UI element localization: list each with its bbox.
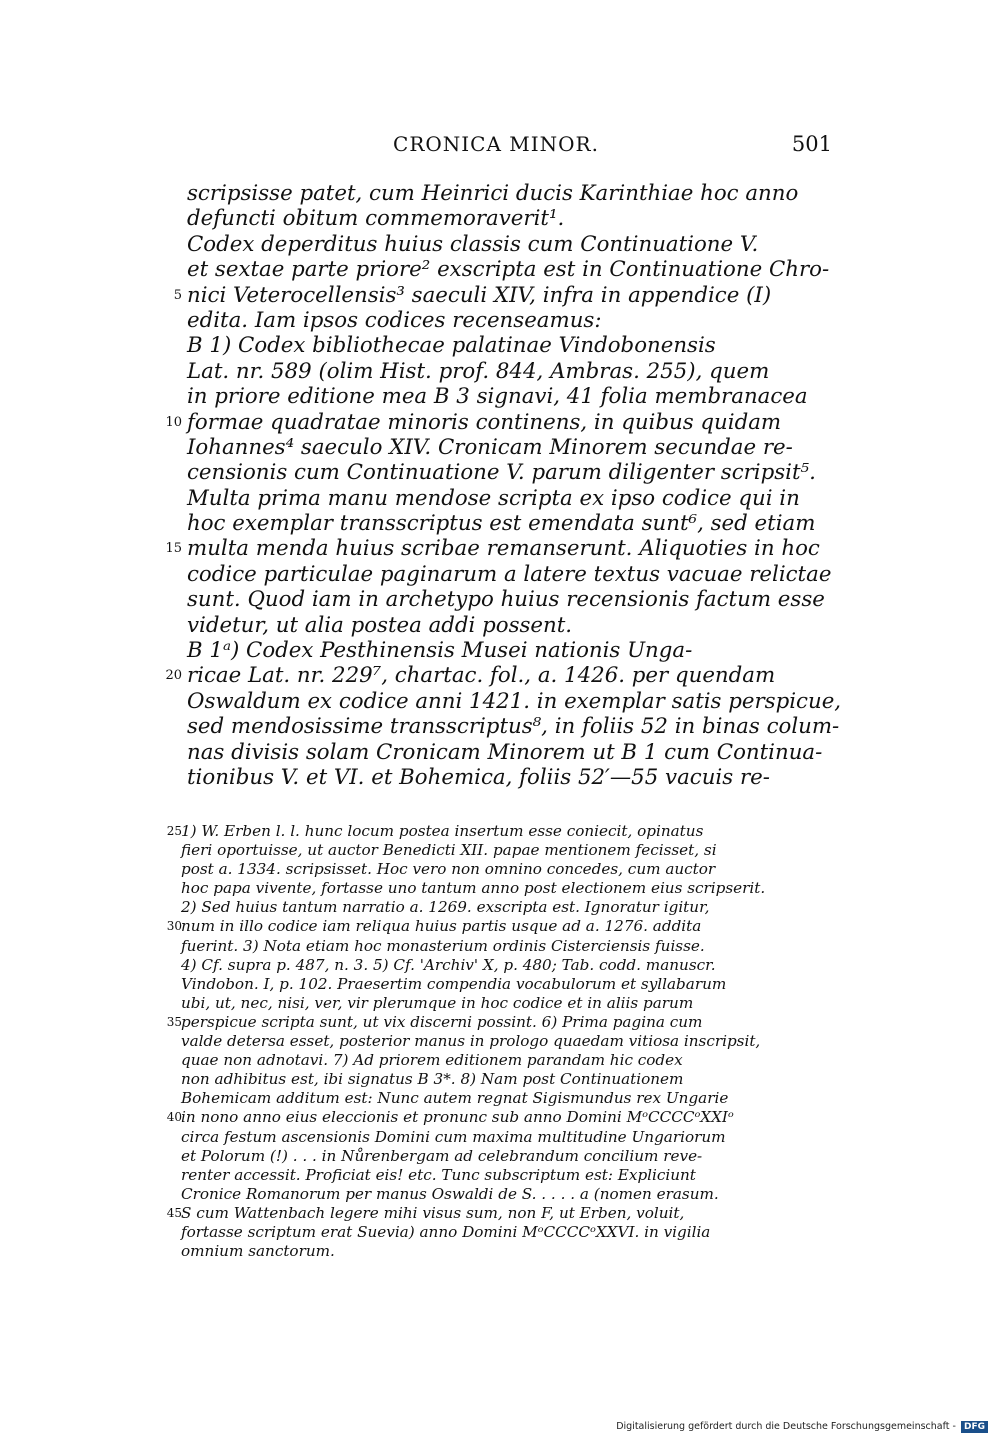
footnote-line: [181, 975, 831, 994]
footnote-line: [181, 841, 831, 860]
footnote-line: [181, 1051, 831, 1070]
text-line: [187, 460, 833, 485]
line-text: Codex deperditus huius classis cum Continuatione V.: [187, 231, 759, 257]
line-number: 15: [165, 541, 182, 557]
line-text: Iohannes⁴ saeculo XIV. Cronicam Minorem secundae re-: [187, 434, 793, 460]
line-text: et sextae parte priore² exscripta est in Continuatione Chro-: [187, 257, 830, 283]
line-number: 10: [165, 414, 182, 430]
text-line: [187, 740, 833, 765]
line-number: 35: [166, 1014, 182, 1029]
page-number: 501: [791, 132, 832, 156]
text-line: [187, 257, 833, 282]
line-text: num in illo codice iam reliqua huius partis usque ad a. 1276. addita: [181, 917, 702, 936]
footnote-line: [181, 860, 831, 879]
footnote-line: [166, 1012, 831, 1032]
line-number: 40: [166, 1110, 182, 1125]
footnote-line: [181, 1032, 831, 1051]
footnote-line: [181, 898, 831, 917]
line-text: fuerint. 3) Nota etiam hoc monasterium ordinis Cisterciensis fuisse.: [181, 936, 705, 955]
text-line: [165, 409, 833, 435]
line-text: valde detersa esset, posterior manus in prologo quaedam vitiosa inscripsit,: [181, 1032, 761, 1051]
text-line: [187, 232, 833, 257]
line-text: circa festum ascensionis Domini cum maxima multitudine Ungariorum: [181, 1127, 726, 1146]
line-number: 45: [166, 1205, 182, 1220]
line-text: hoc papa vivente, fortasse uno tantum anno post electionem eius scripserit.: [181, 879, 766, 898]
line-text: in nono anno eius eleccionis et pronunc sub anno Domini MᵒCCCCᵒXXIᵒ: [181, 1108, 734, 1127]
line-text: Bohemicam additum est: Nunc autem regnat Sigismundus rex Ungarie: [181, 1089, 729, 1108]
line-text: et Polorum (!) . . . in Nůrenbergam ad celebrandum concilium reve-: [181, 1146, 703, 1165]
text-line: [187, 486, 833, 511]
line-number: 20: [165, 668, 182, 684]
text-line: [187, 308, 833, 333]
line-text: sunt. Quod iam in archetypo huius recensionis factum esse: [187, 587, 825, 613]
line-text: censionis cum Continuatione V. parum diligenter scripsit⁵.: [187, 460, 816, 486]
text-line: [187, 688, 842, 714]
footnote-line: [181, 879, 831, 898]
text-line: [187, 511, 833, 536]
line-text: 2) Sed huius tantum narratio a. 1269. exscripta est. Ignoratur igitur,: [181, 898, 710, 917]
line-text: Cronice Romanorum per manus Oswaldi de S. . . . . a (nomen erasum.: [181, 1184, 719, 1203]
line-text: fortasse scriptum erat Suevia) anno Domini MᵒCCCCᵒXXVI. in vigilia: [181, 1222, 711, 1241]
dfg-credit-text: Digitalisierung gefördert durch die Deutsche Forschungsgemeinschaft -: [616, 1421, 956, 1432]
footnote-line: [166, 1203, 831, 1223]
text-line: [187, 384, 833, 409]
line-text: nici Veterocellensis³ saeculi XIV, infra in appendice (I): [187, 282, 772, 308]
line-number: 30: [166, 919, 182, 934]
line-text: 1) W. Erben l. l. hunc locum postea insertum esse coniecit, opinatus: [181, 822, 704, 840]
line-text: codice particulae paginarum a latere textus vacuae relictae: [187, 561, 832, 587]
footnote-line: [181, 994, 831, 1013]
text-line: [187, 435, 833, 460]
footnote-line: [181, 1166, 831, 1185]
line-text: in priore editione mea B 3 signavi, 41 folia membranacea: [187, 384, 808, 410]
line-text: renter accessit. Proficiat eis! etc. Tunc subscriptum est: Expliciunt: [181, 1165, 696, 1184]
line-text: ricae Lat. nr. 229⁷, chartac. fol., a. 1426. per quendam: [187, 663, 776, 689]
line-text: B 1ᵃ) Codex Pesthinensis Musei nationis Unga-: [187, 638, 693, 664]
footnote-line: [181, 1089, 831, 1108]
line-text: omnium sanctorum.: [181, 1242, 335, 1261]
line-text: defuncti obitum commemoraverit¹.: [187, 206, 565, 232]
line-text: Multa prima manu mendose scripta ex ipso codice qui in: [187, 485, 800, 511]
text-line: [187, 562, 833, 587]
line-text: multa menda huius scribae remanserunt. Aliquoties in hoc: [187, 536, 820, 562]
line-text: edita. Iam ipsos codices recenseamus:: [187, 307, 602, 333]
text-line: [187, 206, 833, 231]
footnote-line: [181, 1147, 831, 1166]
running-title: CRONICA MINOR.: [393, 132, 599, 156]
text-line: [187, 333, 833, 358]
text-line: [173, 282, 833, 308]
footnote-line: [166, 917, 831, 936]
text-line: [165, 536, 833, 562]
line-text: B 1) Codex bibliothecae palatinae Vindobonensis: [187, 333, 716, 359]
footnote-line: [166, 822, 831, 841]
text-line: [187, 714, 840, 740]
line-text: videtur, ut alia postea addi possent.: [187, 612, 573, 638]
text-line: [187, 613, 833, 638]
line-text: 4) Cf. supra p. 487, n. 3. 5) Cf. 'Archiv' X, p. 480; Tab. codd. manuscr.: [181, 955, 716, 974]
page-header: [160, 130, 832, 158]
footnote-line: [166, 1108, 831, 1127]
text-line: [187, 638, 833, 663]
footnote-line: [181, 937, 831, 956]
text-line: [187, 359, 833, 384]
footnote-line: [181, 956, 831, 975]
line-text: non adhibitus est, ibi signatus B 3*. 8) Nam post Continuationem: [181, 1070, 684, 1089]
footnote-line: [181, 1185, 831, 1204]
line-text: ubi, ut, nec, nisi, ver, vir plerumque in hoc codice et in aliis parum: [181, 993, 694, 1012]
line-text: post a. 1334. scripsisset. Hoc vero non omnino concedes, cum auctor: [181, 860, 716, 879]
main-text: [165, 181, 842, 790]
line-text: hoc exemplar transscriptus est emendata sunt⁶, sed etiam: [187, 511, 816, 537]
footnote-line: [181, 1128, 831, 1147]
text-line: [187, 765, 833, 790]
line-text: nas divisis solam Cronicam Minorem ut B 1 cum Continua-: [187, 739, 823, 765]
footnote-line: [181, 1242, 831, 1261]
dfg-credit: [616, 1421, 988, 1433]
dfg-logo: DFG: [961, 1421, 988, 1433]
line-text: sed mendosissime transscriptus⁸, in foliis 52 in binas colum-: [187, 714, 840, 740]
footnote-line: [181, 1223, 831, 1242]
line-text: scripsisse patet, cum Heinrici ducis Karinthiae hoc anno: [187, 181, 799, 206]
line-text: quae non adnotavi. 7) Ad priorem editionem parandam hic codex: [181, 1051, 683, 1070]
line-text: Lat. nr. 589 (olim Hist. prof. 844, Ambras. 255), quem: [187, 358, 770, 384]
line-number: 25: [166, 824, 182, 838]
line-text: tionibus V. et VI. et Bohemica, foliis 52′—55 vacuis re-: [187, 764, 770, 790]
line-text: formae quadratae minoris continens, in quibus quidam: [187, 409, 782, 435]
text-line: [187, 181, 833, 206]
line-text: Oswaldum ex codice anni 1421. in exemplar satis perspicue,: [187, 688, 842, 714]
text-line: [165, 663, 833, 689]
line-text: fieri oportuisse, ut auctor Benedicti XII. papae mentionem fecisset, si: [181, 841, 717, 860]
line-text: S cum Wattenbach legere mihi visus sum, non F, ut Erben, voluit,: [181, 1203, 685, 1222]
text-line: [187, 587, 833, 612]
line-text: perspicue scripta sunt, ut vix discerni possint. 6) Prima pagina cum: [181, 1012, 703, 1031]
footnote-line: [181, 1070, 831, 1089]
line-number: 5: [173, 287, 182, 303]
line-text: Vindobon. I, p. 102. Praesertim compendia vocabulorum et syllabarum: [181, 974, 727, 993]
footnotes: [166, 822, 831, 1261]
